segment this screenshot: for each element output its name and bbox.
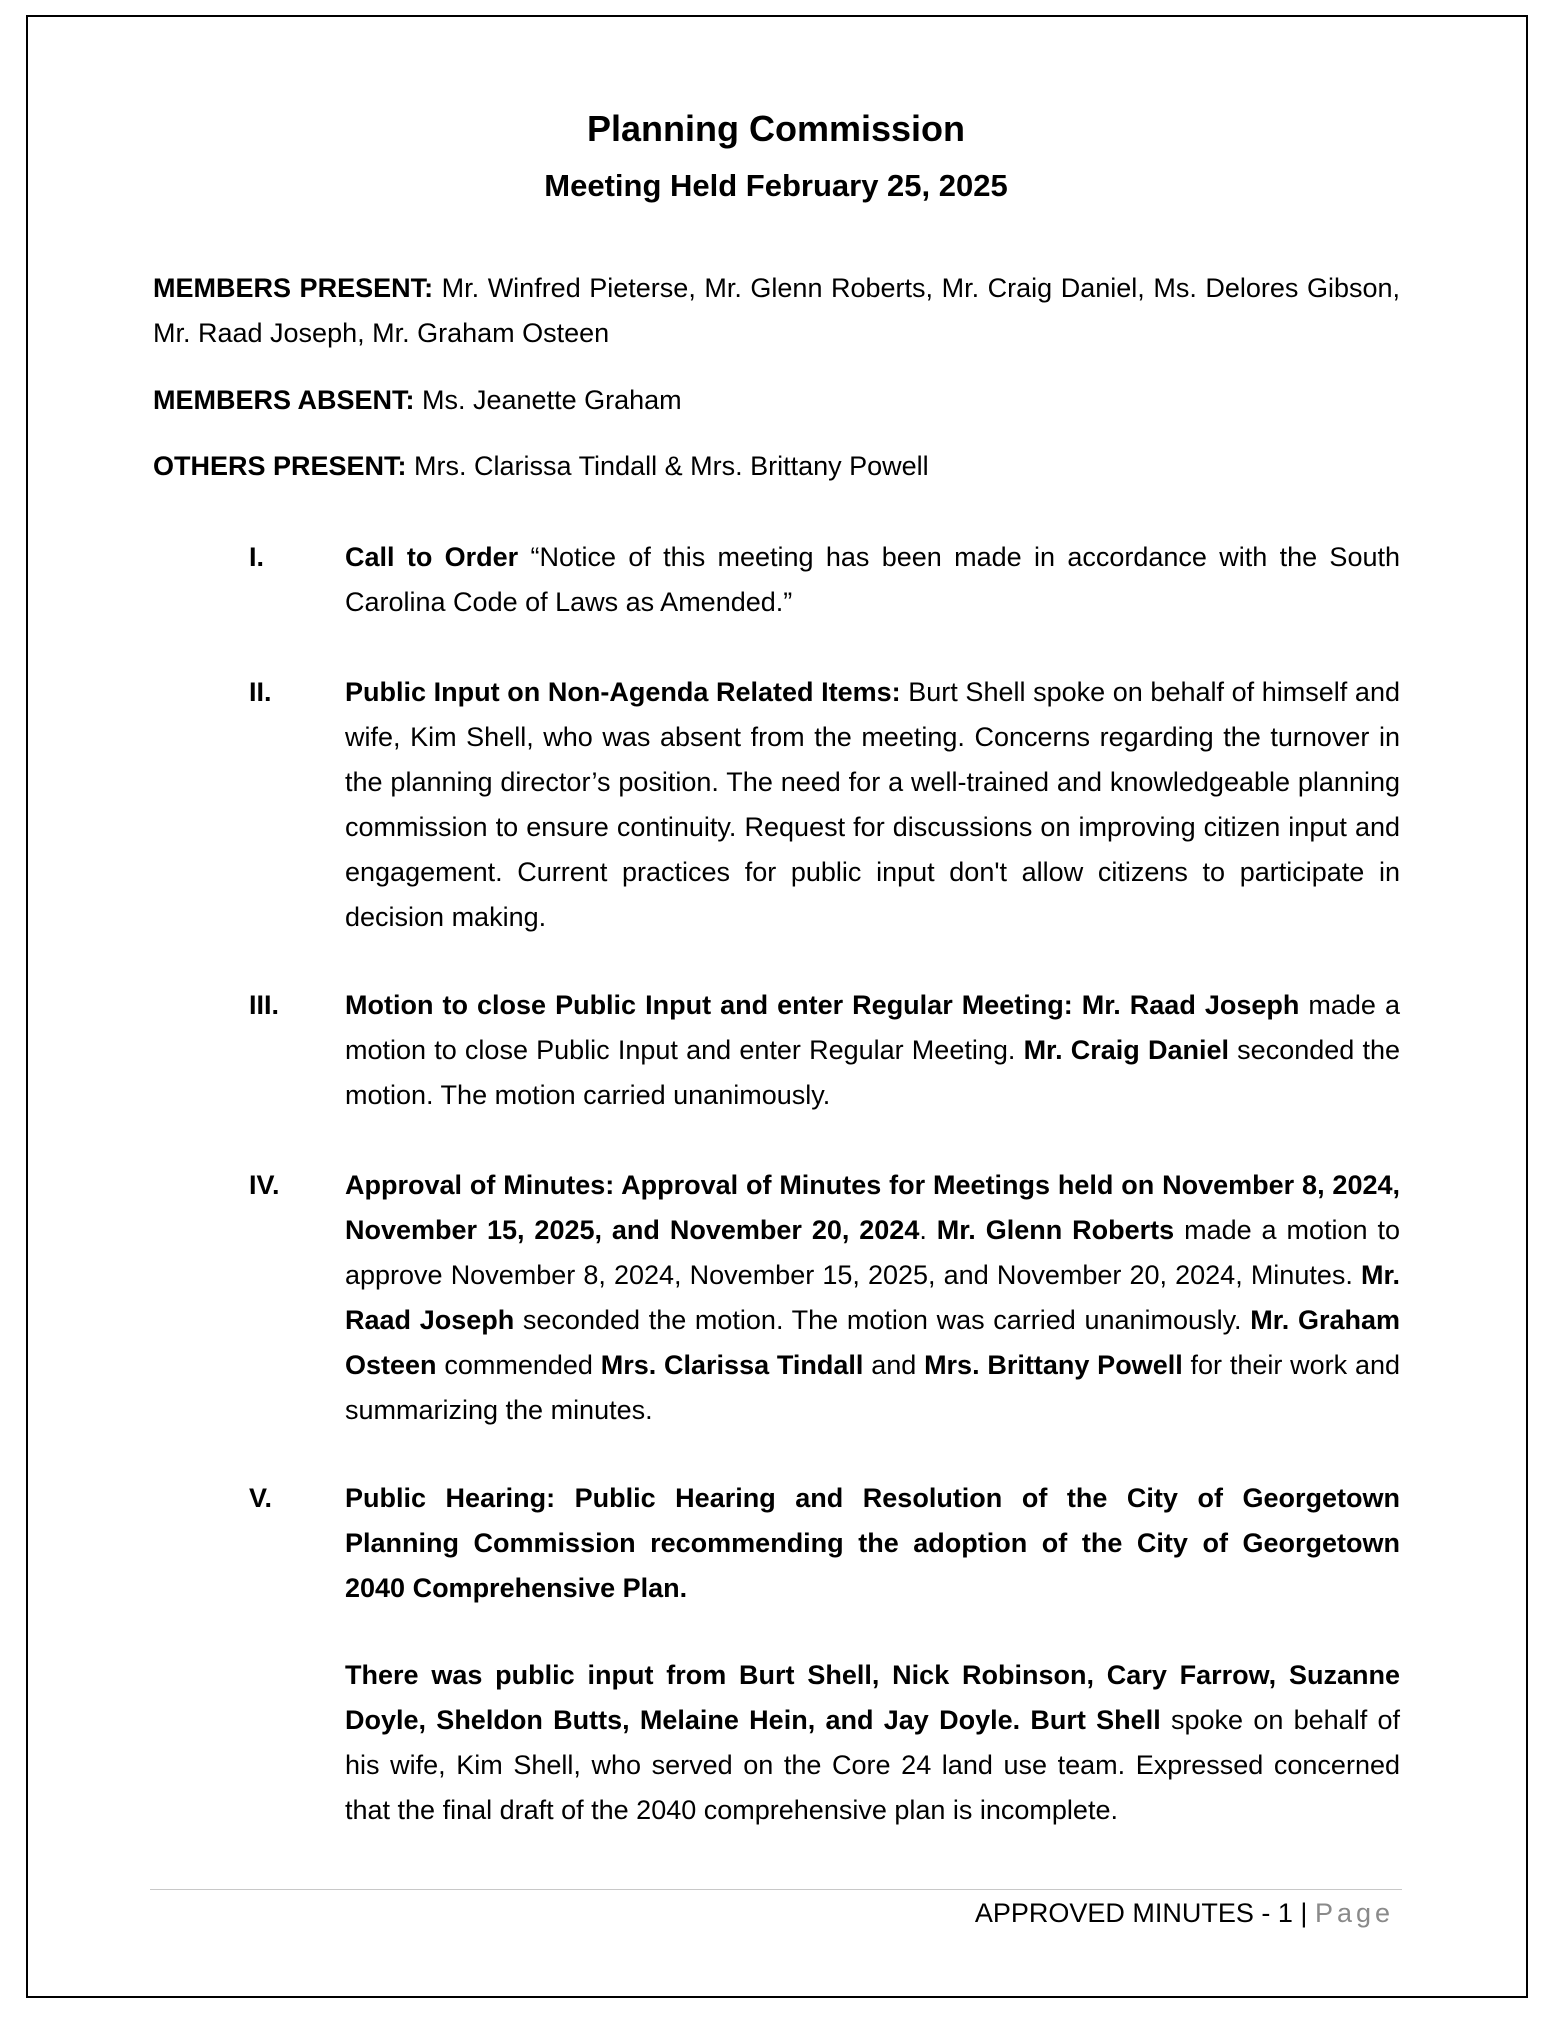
item-body — [345, 983, 1400, 1118]
item-text: Burt Shell spoke on behalf of himself and wife, Kim Shell, who was absent from the meeting. Concerns regarding the turnover in the planning director’s position. The need for a well-trained and knowledgeable planning commission to ensure continuity. Request for discussions on improving citizen input and engagement. Current practices for public input don't allow citizens to participate in decision making. — [345, 677, 1400, 932]
page-footer — [975, 1893, 1394, 1933]
members-present-value: Mr. Winfred Pieterse, Mr. Glenn Roberts, Mr. Craig Daniel, Ms. Delores Gibson, Mr. Raad Joseph, Mr. Graham Osteen — [153, 273, 1401, 348]
member-name: Mr. Glenn Roberts — [936, 1215, 1175, 1245]
others-present — [153, 444, 1400, 489]
item-heading: Motion to close Public Input and enter Regular Meeting: — [345, 990, 1073, 1020]
item-text: commended — [436, 1350, 601, 1380]
item-heading: Public Hearing: Public Hearing and Resolution of the City of Georgetown Planning Commission recommending the adoption of the City of Georgetown 2040 Comprehensive Plan. — [345, 1483, 1400, 1603]
members-absent — [153, 378, 1400, 423]
item-text: for their work and summarizing the minutes. — [345, 1350, 1400, 1425]
item-numeral: II. — [249, 677, 272, 707]
item-text: made a motion to close Public Input and enter Regular Meeting. — [345, 990, 1400, 1065]
item-text: “Notice of this meeting has been made in accordance with the South Carolina Code of Laws as Amended.” — [345, 542, 1400, 617]
others-present-value: Mrs. Clarissa Tindall & Mrs. Brittany Powell — [406, 451, 929, 481]
item-heading: Approval of Minutes: Approval of Minutes for Meetings held on November 8, 2024, November 15, 2025, and November 20, 2024 — [345, 1170, 1400, 1245]
member-name: Mr. Raad Joseph — [345, 1260, 1400, 1335]
member-name: Mr. Craig Daniel — [1023, 1035, 1229, 1065]
footer-page-word: Page — [1314, 1898, 1394, 1928]
item-text: seconded the motion. The motion was carried unanimously. — [514, 1305, 1251, 1335]
item-body — [345, 1163, 1400, 1433]
item-numeral: IV. — [249, 1170, 280, 1200]
item-text: spoke on behalf of his wife, Kim Shell, who served on the Core 24 land use team. Expressed concerned that the final draft of the 2040 comprehensive plan is incomplete. — [345, 1705, 1400, 1825]
members-absent-value: Ms. Jeanette Graham — [414, 385, 682, 415]
item-numeral: V. — [249, 1483, 273, 1513]
item-body — [345, 535, 1400, 625]
item-text: and — [863, 1350, 925, 1380]
members-absent-label: MEMBERS ABSENT: — [153, 385, 415, 415]
item-text: . — [919, 1215, 937, 1245]
member-name: Mrs. Brittany Powell — [924, 1350, 1183, 1380]
public-hearing-input-paragraph — [345, 1653, 1400, 1833]
item-body — [345, 1476, 1400, 1611]
footer-label: APPROVED MINUTES - 1 | — [974, 1898, 1315, 1928]
members-present — [153, 266, 1400, 356]
members-present-label: MEMBERS PRESENT: — [153, 273, 434, 303]
item-numeral: III. — [249, 990, 280, 1020]
item-heading: Public Input on Non-Agenda Related Items: — [345, 677, 901, 707]
others-present-label: OTHERS PRESENT: — [153, 451, 407, 481]
public-input-speakers: There was public input from Burt Shell, Nick Robinson, Cary Farrow, Suzanne Doyle, Sheldon Butts, Melaine Hein, and Jay Doyle. Burt Shell — [345, 1660, 1400, 1735]
footer-divider — [150, 1889, 1402, 1890]
member-name: Mrs. Clarissa Tindall — [600, 1350, 864, 1380]
item-text: made a motion to approve November 8, 2024, November 15, 2025, and November 20, 2024, Minutes. — [345, 1215, 1400, 1290]
item-text — [1073, 990, 1082, 1020]
member-name: Mr. Raad Joseph — [1081, 990, 1300, 1020]
item-body — [345, 670, 1400, 940]
item-heading: Call to Order — [345, 542, 519, 572]
document-title: Planning Commission — [586, 108, 966, 149]
member-name: Mr. Graham Osteen — [345, 1305, 1400, 1380]
meeting-date-subtitle: Meeting Held February 25, 2025 — [544, 168, 1008, 203]
item-text: seconded the motion. The motion carried unanimously. — [345, 1035, 1401, 1110]
item-numeral: I. — [249, 542, 265, 572]
